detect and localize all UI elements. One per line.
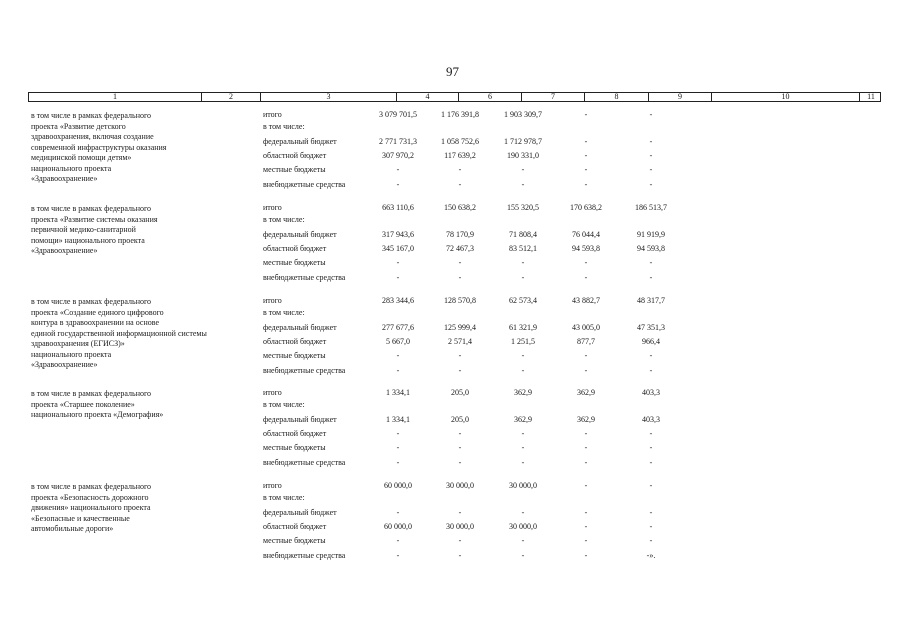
cell-col-7: 190 331,0 (507, 151, 539, 160)
cell-col-6: 1 176 391,8 (441, 110, 479, 119)
cell-col-6: - (458, 551, 462, 560)
row-label: итого (263, 110, 282, 119)
cell-col-8: 877,7 (577, 337, 595, 346)
cell-col-8: 94 593,8 (572, 244, 600, 253)
cell-col-4: 277 677,6 (382, 323, 414, 332)
row-label: местные бюджеты (263, 351, 326, 360)
cell-col-8: - (584, 429, 588, 438)
table-row (0, 202, 905, 214)
cell-col-6: 117 639,2 (444, 151, 476, 160)
cell-col-7: - (521, 180, 525, 189)
cell-col-6: 125 999,4 (444, 323, 476, 332)
cell-col-6: - (458, 273, 462, 282)
header-col-8: 8 (585, 93, 649, 101)
table-row (0, 428, 905, 440)
table-row (0, 257, 905, 269)
header-col-11: 11 (867, 92, 875, 101)
row-label: местные бюджеты (263, 258, 326, 267)
cell-col-8: - (584, 551, 588, 560)
table-row (0, 150, 905, 162)
header-col-2: 2 (202, 93, 261, 101)
cell-col-6: 78 170,9 (446, 230, 474, 239)
row-label: местные бюджеты (263, 536, 326, 545)
table-header-row (28, 92, 881, 102)
row-label: федеральный бюджет (263, 508, 337, 517)
cell-col-7: 83 512,1 (509, 244, 537, 253)
cell-col-4: 307 970,2 (382, 151, 414, 160)
cell-col-7: - (521, 458, 525, 467)
cell-col-4: - (396, 165, 400, 174)
table-row (0, 387, 905, 399)
cell-col-4: - (396, 366, 400, 375)
cell-col-4: - (396, 508, 400, 517)
cell-col-6: - (458, 429, 462, 438)
cell-col-7: - (521, 273, 525, 282)
cell-col-9: 403,3 (642, 388, 660, 397)
cell-col-8: 43 882,7 (572, 296, 600, 305)
row-label: федеральный бюджет (263, 137, 337, 146)
cell-col-9: - (649, 536, 653, 545)
table-row (0, 535, 905, 547)
cell-col-7: 61 321,9 (509, 323, 537, 332)
cell-col-7: - (521, 536, 525, 545)
row-label: в том числе: (263, 308, 305, 317)
cell-col-4: 60 000,0 (384, 481, 412, 490)
cell-col-4: 317 943,6 (382, 230, 414, 239)
cell-col-4: 3 079 701,5 (379, 110, 417, 119)
row-label: внебюджетные средства (263, 458, 346, 467)
cell-col-9: - (649, 458, 653, 467)
table-row (0, 350, 905, 362)
row-label: внебюджетные средства (263, 366, 346, 375)
block-description: в том числе в рамках федерального проекта «Безопасность дорожного движения» национального проекта «Безопасные и качественные автомобильные дороги» (31, 482, 152, 533)
cell-col-6: 72 467,3 (446, 244, 474, 253)
cell-col-8: 362,9 (577, 388, 595, 397)
row-label: в том числе: (263, 400, 305, 409)
cell-col-4: 345 167,0 (382, 244, 414, 253)
cell-col-7: - (521, 366, 525, 375)
cell-col-7: 1 251,5 (511, 337, 535, 346)
row-label: внебюджетные средства (263, 551, 346, 560)
header-col-9: 9 (649, 93, 712, 101)
block-description: в том числе в рамках федерального проекта «Создание единого цифрового контура в здравоохранении на основе единой государственной информационной системы здравоохранения (ЕГИСЗ)» национального проекта «Здравоохранение» (31, 297, 207, 369)
cell-col-8: - (584, 258, 588, 267)
cell-col-9: - (649, 443, 653, 452)
cell-col-8: - (584, 273, 588, 282)
cell-col-4: - (396, 351, 400, 360)
cell-col-8: - (584, 180, 588, 189)
cell-col-7: - (521, 165, 525, 174)
table-row (0, 136, 905, 148)
cell-col-7: 1 903 309,7 (504, 110, 542, 119)
cell-col-7: 30 000,0 (509, 481, 537, 490)
row-label: внебюджетные средства (263, 180, 346, 189)
block-description: в том числе в рамках федерального проекта «Развитие системы оказания первичной медико-санитарной помощи» национального проекта «Здравоохранение» (31, 204, 158, 255)
cell-col-9: - (649, 273, 653, 282)
cell-col-7: 71 808,4 (509, 230, 537, 239)
cell-col-9: -». (646, 551, 656, 560)
cell-col-9: - (649, 522, 653, 531)
cell-col-6: 205,0 (451, 388, 469, 397)
table-row (0, 457, 905, 469)
table-row (0, 442, 905, 454)
cell-col-9: - (649, 258, 653, 267)
row-label: в том числе: (263, 493, 305, 502)
cell-col-7: - (521, 258, 525, 267)
cell-col-9: - (649, 110, 653, 119)
table-row (0, 399, 905, 411)
cell-col-7: - (521, 508, 525, 517)
cell-col-6: - (458, 180, 462, 189)
cell-col-4: 2 771 731,3 (379, 137, 417, 146)
cell-col-4: - (396, 536, 400, 545)
cell-col-4: 663 110,6 (382, 203, 414, 212)
cell-col-8: - (584, 522, 588, 531)
cell-col-9: 91 919,9 (637, 230, 665, 239)
cell-col-6: 128 570,8 (444, 296, 476, 305)
cell-col-9: 47 351,3 (637, 323, 665, 332)
cell-col-8: 76 044,4 (572, 230, 600, 239)
table-row (0, 414, 905, 426)
cell-col-8: - (584, 151, 588, 160)
cell-col-6: - (458, 351, 462, 360)
table-row (0, 164, 905, 176)
cell-col-7: 62 573,4 (509, 296, 537, 305)
table-row (0, 109, 905, 121)
cell-col-8: - (584, 137, 588, 146)
cell-col-7: - (521, 443, 525, 452)
table-row (0, 492, 905, 504)
cell-col-6: 1 058 752,6 (441, 137, 479, 146)
cell-col-6: - (458, 165, 462, 174)
header-col-10: 10 (712, 93, 860, 101)
row-label: областной бюджет (263, 244, 327, 253)
row-label: федеральный бюджет (263, 323, 337, 332)
cell-col-9: 94 593,8 (637, 244, 665, 253)
header-col-3: 3 (261, 93, 397, 101)
cell-col-4: 1 334,1 (386, 388, 410, 397)
row-label: итого (263, 203, 282, 212)
header-col-1: 1 (29, 93, 202, 101)
header-col-6: 6 (459, 93, 522, 101)
table-row (0, 295, 905, 307)
table-row (0, 507, 905, 519)
cell-col-7: - (521, 429, 525, 438)
cell-col-4: 283 344,6 (382, 296, 414, 305)
cell-col-7: 155 320,5 (507, 203, 539, 212)
cell-col-6: 30 000,0 (446, 522, 474, 531)
cell-col-6: - (458, 458, 462, 467)
cell-col-9: - (649, 366, 653, 375)
row-label: областной бюджет (263, 337, 327, 346)
cell-col-4: - (396, 458, 400, 467)
cell-col-4: - (396, 258, 400, 267)
cell-col-4: 60 000,0 (384, 522, 412, 531)
cell-col-4: - (396, 180, 400, 189)
cell-col-6: - (458, 443, 462, 452)
cell-col-8: - (584, 366, 588, 375)
cell-col-9: 186 513,7 (635, 203, 667, 212)
block-description: в том числе в рамках федерального проекта «Старшее поколение» национального проекта «Демография» (31, 389, 164, 419)
cell-col-9: - (649, 481, 653, 490)
row-label: федеральный бюджет (263, 415, 337, 424)
cell-col-7: 1 712 978,7 (504, 137, 542, 146)
row-label: итого (263, 388, 282, 397)
cell-col-7: - (521, 351, 525, 360)
cell-col-4: - (396, 551, 400, 560)
cell-col-6: - (458, 508, 462, 517)
cell-col-8: 170 638,2 (570, 203, 602, 212)
cell-col-9: 403,3 (642, 415, 660, 424)
cell-col-4: - (396, 273, 400, 282)
cell-col-4: - (396, 429, 400, 438)
header-col-4: 4 (397, 93, 459, 101)
row-label: областной бюджет (263, 151, 327, 160)
cell-col-9: 48 317,7 (637, 296, 665, 305)
table-row (0, 214, 905, 226)
cell-col-4: - (396, 443, 400, 452)
cell-col-7: 30 000,0 (509, 522, 537, 531)
cell-col-7: 362,9 (514, 388, 532, 397)
row-label: местные бюджеты (263, 443, 326, 452)
header-col-7: 7 (522, 93, 585, 101)
cell-col-9: - (649, 165, 653, 174)
cell-col-9: - (649, 180, 653, 189)
cell-col-6: 2 571,4 (448, 337, 472, 346)
cell-col-8: 362,9 (577, 415, 595, 424)
table-row (0, 365, 905, 377)
cell-col-6: 205,0 (451, 415, 469, 424)
table-row (0, 229, 905, 241)
row-label: внебюджетные средства (263, 273, 346, 282)
block-description: в том числе в рамках федерального проекта «Развитие детского здравоохранения, включая создание современной инфраструктуры оказания медицинской помощи детям» национального проекта «Здравоохранение» (31, 111, 167, 183)
row-label: в том числе: (263, 122, 305, 131)
cell-col-8: 43 005,0 (572, 323, 600, 332)
table-row (0, 121, 905, 133)
table-row (0, 322, 905, 334)
cell-col-9: - (649, 151, 653, 160)
cell-col-4: 5 667,0 (386, 337, 410, 346)
table-row (0, 179, 905, 191)
cell-col-8: - (584, 351, 588, 360)
cell-col-9: - (649, 351, 653, 360)
table-row (0, 336, 905, 348)
page-number: 97 (446, 64, 459, 79)
cell-col-6: 30 000,0 (446, 481, 474, 490)
row-label: областной бюджет (263, 429, 327, 438)
cell-col-9: - (649, 508, 653, 517)
row-label: итого (263, 296, 282, 305)
table-row (0, 272, 905, 284)
cell-col-6: - (458, 258, 462, 267)
row-label: областной бюджет (263, 522, 327, 531)
table-row (0, 307, 905, 319)
table-row (0, 480, 905, 492)
cell-col-9: 966,4 (642, 337, 660, 346)
cell-col-9: - (649, 137, 653, 146)
row-label: в том числе: (263, 215, 305, 224)
table-row (0, 521, 905, 533)
cell-col-8: - (584, 508, 588, 517)
cell-col-6: - (458, 366, 462, 375)
row-label: федеральный бюджет (263, 230, 337, 239)
cell-col-4: 1 334,1 (386, 415, 410, 424)
row-label: местные бюджеты (263, 165, 326, 174)
table-row (0, 550, 905, 562)
cell-col-8: - (584, 165, 588, 174)
cell-col-7: 362,9 (514, 415, 532, 424)
cell-col-7: - (521, 551, 525, 560)
row-label: итого (263, 481, 282, 490)
cell-col-8: - (584, 443, 588, 452)
cell-col-9: - (649, 429, 653, 438)
cell-col-8: - (584, 536, 588, 545)
table-row (0, 243, 905, 255)
cell-col-6: 150 638,2 (444, 203, 476, 212)
cell-col-8: - (584, 110, 588, 119)
cell-col-6: - (458, 536, 462, 545)
cell-col-8: - (584, 458, 588, 467)
cell-col-8: - (584, 481, 588, 490)
